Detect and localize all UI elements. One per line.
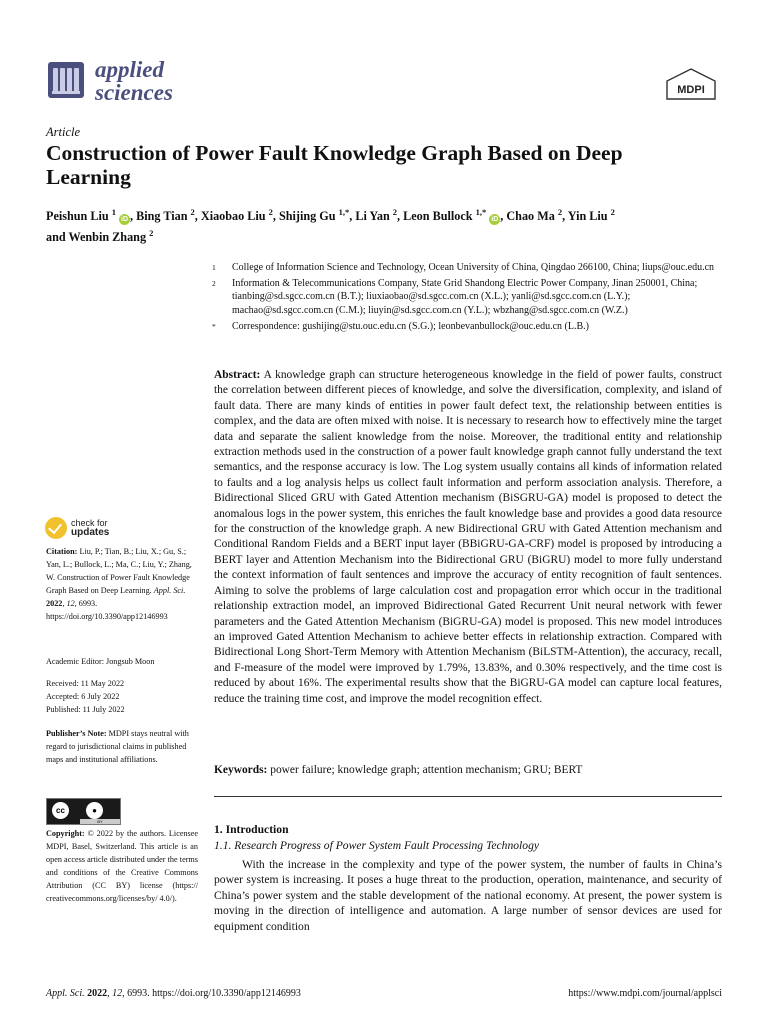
citation-block: Citation: Liu, P.; Tian, B.; Liu, X.; Gu, S.; Yan, L.; Bullock, L.; Ma, C.; Liu, Y.; Zhang, W. Construction of Power Fault Knowledge Graph Based on Deep Learning. Appl. Sci. 2022, 12, 6993. https://doi.org/10.3390/app12146993: [46, 547, 192, 621]
orcid-icon[interactable]: iD: [491, 216, 499, 224]
orcid-icon[interactable]: iD: [121, 216, 129, 224]
journal-logo-icon: [48, 62, 84, 98]
author-name: , Yin Liu: [562, 209, 608, 224]
published-date: Published: 11 July 2022: [46, 705, 125, 714]
author-name: , Bing Tian: [130, 209, 188, 224]
publisher-note: Publisher’s Note: MDPI stays neutral with regard to jurisdictional claims in published maps and institutional affiliations.: [46, 729, 189, 764]
citation-doi-link[interactable]: 6993. https://doi.org/10.3390/app12146993: [46, 599, 168, 621]
publication-dates: [46, 677, 198, 716]
affiliation-item: 1 College of Information Science and Technology, Ocean University of China, Qingdao 266100, China; liups@ouc.edu.cn: [212, 262, 715, 273]
svg-text:MDPI: MDPI: [677, 84, 705, 96]
updates-line1: check for: [71, 518, 108, 528]
check-updates-icon: [45, 517, 67, 539]
abstract-label: Abstract:: [214, 369, 261, 381]
accepted-date: Accepted: 6 July 2022: [46, 692, 120, 701]
journal-name-line2: sciences: [95, 80, 173, 105]
affiliation-item: 2 Information & Telecommunications Company, State Grid Shandong Electric Power Company, Jinan 250001, China; tianbing@sd.sgcc.com.cn (B.T.); liuxiaobao@sd.sgcc.com.cn (X.L.); yanli@sd.sgcc.com.cn (L.Y.); machao@sd.sgcc.com.cn (C.M.); liuyin@sd.sgcc.com.cn (Y.L.); wbzhang@sd.sgcc.com.cn (W.Z.): [212, 278, 698, 316]
author-name: , Leon Bullock: [397, 209, 473, 224]
subsection-heading: 1.1. Research Progress of Power System Fault Processing Technology: [214, 839, 540, 852]
keywords-label: Keywords:: [214, 764, 268, 776]
author-name: , Xiaobao Liu: [194, 209, 266, 224]
footer-citation: Appl. Sci. 2022, 12, 6993. https://doi.org/10.3390/app12146993: [46, 988, 301, 999]
abstract-text: A knowledge graph can structure heterogeneous knowledge in the field of power faults, construct the correlation between different pieces of knowledge, and solve the diversification, complexity, and island of fault data. There are many kinds of entities in power fault defect text, the relationship between entities is complex, and the data are often mixed with noise. It is necessary to research how to effectively mine the target data and separate the salient knowledge from the noise. Moreover, the traditional entity and relationship extraction methods used in the construction of a power fault knowledge graph cannot fully understand the text semantics, and the response accuracy is low. The Log system usually contains all kinds of information related to faults and a log analysis helps us collect fault information and perform association analysis. Therefore, a Bidirectional Sliced GRU with Gated Attention mechanism (BiSGRU-GA) model is proposed to detect the anomalous logs in the power system, this enriches the fault knowledge base and provides a good data resource for the construction of the knowledge graph. A new Bidirectional GRU with Gated Attention mechanism and Conditional Random Fields and a BERT input layer (BBiGRU-GA-CRF) model is proposed by introducing a BERT layer and Attention Mechanism into the Bidirectional GRU (BiGRU) model to more fully understand the context information of fault sentences and improve the accuracy of entity recognition of fault sentences. Aiming to solve the problems of large calculation cost and propagation error which occur in the traditional relationship extraction model, an improved Bidirectional Gated Recurrent Unit neural network with fewer parameters and the Gated Attention Mechanism (BiGRU-GA) model is proposed. This new model introduces an improved Gated Attention Mechanism to achieve better effects in relationship extraction. Compared with Bidirectional Long Short-Term Memory with Attention Mechanism (BiLSTM-Attention), the accuracy, recall, and F-measure of the model were improved by 1.79%, 13.83%, and 0.30% respectively, and the time cost is reduced by about 16%. The experimental results show that the BiGRU-GA model can capture local features, reduce the training time cost, and improve the model recognition effect.: [214, 369, 722, 705]
cc-by-license-icon[interactable]: cc ● BY: [46, 798, 121, 825]
keywords: [214, 763, 722, 778]
footer-journal-url[interactable]: https://www.mdpi.com/journal/applsci: [568, 988, 722, 999]
article-title: Construction of Power Fault Knowledge Graph Based on Deep Learning: [46, 141, 623, 189]
updates-line2: updates: [71, 527, 110, 538]
section-divider: [214, 796, 722, 797]
footer-doi-link[interactable]: , 6993. https://doi.org/10.3390/app12146993: [122, 988, 301, 999]
author-list: Peishun Liu $^1$ iD , Bing Tian $^2$, Xiaobao Liu $^2$, Shijing Gu $^{1,*}$, Li Yan $^2$, Leon Bullock $^{1,*}$ iD , Chao Ma $^2$, Yin Liu $^2$ and Wenbin Zhang $^2$: [46, 207, 615, 245]
author-name: , Chao Ma: [500, 209, 555, 224]
check-for-updates-button[interactable]: [45, 517, 155, 541]
article-type: Article: [46, 125, 81, 139]
author-name: Peishun Liu: [46, 209, 109, 224]
author-name: , Shijing Gu: [272, 209, 336, 224]
journal-name-line1: applied: [95, 57, 164, 82]
keywords-text: power failure; knowledge graph; attention mechanism; GRU; BERT: [270, 764, 583, 776]
received-date: Received: 11 May 2022: [46, 679, 125, 688]
correspondence: * Correspondence: gushijing@stu.ouc.edu.cn (S.G.); leonbevanbullock@ouc.edu.cn (L.B.): [212, 320, 589, 332]
affiliations: [212, 261, 724, 336]
author-name: and Wenbin Zhang: [46, 230, 147, 245]
body-paragraph: With the increase in the complexity and type of the power system, the number of faults in China’s power system is increasing. It poses a huge threat to the production, operation, maintenance, and security of China’s power system and the stable development of the national economy. At present, the power system is moving in the direction of intelligence and automation. A large number of sensor devices are used for equipment condition: [214, 858, 722, 933]
copyright-notice: Copyright: © 2022 by the authors. Licensee MDPI, Basel, Switzerland. This article is an open access article distributed under the terms and conditions of the Creative Commons Attribution (CC BY) license (https:// creativecommons.org/licenses/by/ 4.0/).: [46, 829, 199, 903]
author-name: , Li Yan: [349, 209, 390, 224]
academic-editor: Academic Editor: Jongsub Moon: [46, 657, 155, 666]
section-heading: 1. Introduction: [214, 823, 289, 836]
abstract: [214, 368, 722, 707]
journal-name: [95, 58, 173, 104]
mdpi-logo-icon: [665, 68, 717, 100]
